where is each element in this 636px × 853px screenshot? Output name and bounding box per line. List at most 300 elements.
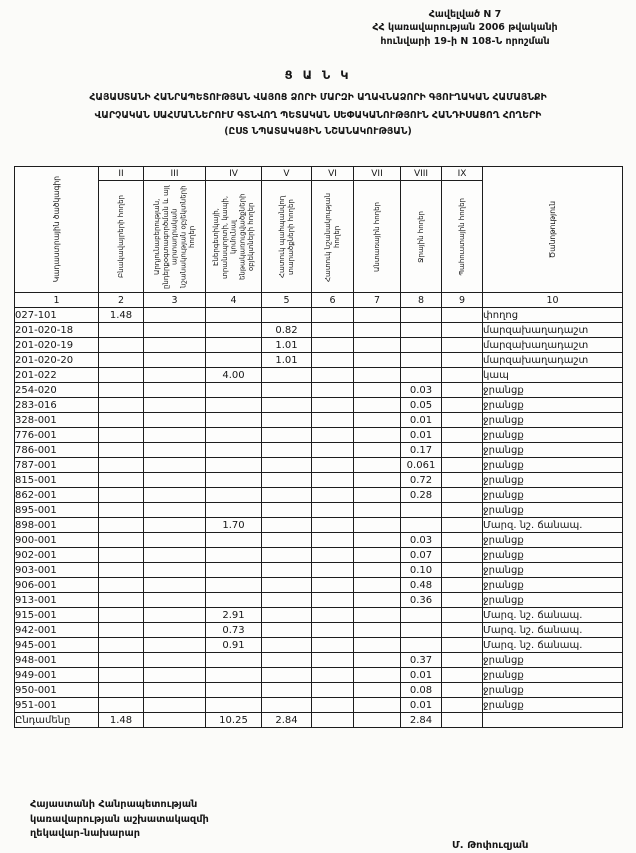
table-row	[15, 578, 623, 593]
cell-area-value	[262, 473, 312, 488]
cell-area-value	[206, 653, 262, 668]
cell-area-value	[99, 488, 144, 503]
col-number-3: 3	[144, 293, 206, 308]
cell-area-value	[262, 413, 312, 428]
roman-VIII: VIII	[401, 167, 442, 181]
cell-note: Մարզ. նշ. ճանապ.	[483, 518, 623, 533]
cell-area-value: 2.91	[206, 608, 262, 623]
cell-area-value	[144, 518, 206, 533]
cell-area-value: 0.17	[401, 443, 442, 458]
col-number-4: 4	[206, 293, 262, 308]
cell-area-value	[442, 713, 483, 728]
cell-area-value	[262, 548, 312, 563]
cell-area-value	[442, 383, 483, 398]
cell-area-value	[354, 608, 401, 623]
cell-cadastre-code: 201-022	[15, 368, 99, 383]
cell-area-value	[206, 398, 262, 413]
cell-area-value	[262, 578, 312, 593]
cell-area-value	[144, 593, 206, 608]
cell-area-value	[206, 698, 262, 713]
cell-area-value	[442, 548, 483, 563]
cell-area-value	[99, 548, 144, 563]
cell-area-value	[99, 428, 144, 443]
annex-reference-block	[340, 8, 590, 48]
cell-area-value	[354, 698, 401, 713]
cell-area-value	[354, 578, 401, 593]
cell-area-value	[262, 653, 312, 668]
table-row	[15, 398, 623, 413]
cell-area-value: 10.25	[206, 713, 262, 728]
cell-note: կապ	[483, 368, 623, 383]
col-number-6: 6	[312, 293, 354, 308]
column-numbers-row	[15, 293, 623, 308]
cell-area-value	[99, 443, 144, 458]
cell-area-value: 0.73	[206, 623, 262, 638]
cell-area-value	[206, 458, 262, 473]
cell-area-value	[262, 683, 312, 698]
col-header-water-lands: Ջրային հողեր	[416, 210, 425, 263]
header-cell-cadastre-code	[15, 167, 99, 293]
cell-cadastre-code: 951-001	[15, 698, 99, 713]
cell-note: ջրանցք	[483, 698, 623, 713]
cell-area-value: 0.01	[401, 428, 442, 443]
cell-area-value	[262, 458, 312, 473]
cell-area-value	[99, 578, 144, 593]
cell-note: ջրանցք	[483, 428, 623, 443]
cell-area-value	[99, 518, 144, 533]
cell-area-value	[354, 593, 401, 608]
cell-area-value	[354, 323, 401, 338]
annex-line-1: Հավելված N 7	[428, 9, 502, 20]
cell-area-value	[144, 428, 206, 443]
cell-area-value: 0.03	[401, 533, 442, 548]
col-header-forest-lands: Անտառային հողեր	[372, 201, 381, 272]
table-row	[15, 608, 623, 623]
cell-area-value	[354, 368, 401, 383]
cell-area-value	[354, 413, 401, 428]
table-row	[15, 458, 623, 473]
cell-area-value	[262, 443, 312, 458]
cell-area-value	[312, 383, 354, 398]
cell-area-value	[442, 338, 483, 353]
land-categories-table	[14, 166, 623, 728]
cell-cadastre-code: 895-001	[15, 503, 99, 518]
header-cell-transport-lands	[206, 181, 262, 293]
cell-area-value	[262, 533, 312, 548]
cell-area-value	[401, 323, 442, 338]
cell-area-value: 0.72	[401, 473, 442, 488]
cell-area-value	[99, 353, 144, 368]
subtitle-line-1: ՀԱՅԱՍՏԱՆԻ ՀԱՆՐԱՊԵՏՈՒԹՅԱՆ ՎԱՅՈՑ ՁՈՐԻ ՄԱՐԶԻ ԱՂԱՎՆԱՁՈՐԻ ԳՅՈՒՂԱԿԱՆ ՀԱՄԱՅՆՔԻ	[89, 92, 547, 103]
col-number-10: 10	[483, 293, 623, 308]
cell-area-value: 1.70	[206, 518, 262, 533]
cell-area-value	[144, 608, 206, 623]
cell-area-value	[262, 398, 312, 413]
cell-area-value	[312, 338, 354, 353]
cell-area-value	[442, 608, 483, 623]
table-row	[15, 698, 623, 713]
cell-area-value	[206, 413, 262, 428]
cell-area-value	[99, 653, 144, 668]
cell-area-value: 0.03	[401, 383, 442, 398]
cell-area-value: 2.84	[262, 713, 312, 728]
cell-cadastre-code: 906-001	[15, 578, 99, 593]
cell-cadastre-code: 948-001	[15, 653, 99, 668]
cell-area-value	[312, 698, 354, 713]
cell-area-value	[312, 518, 354, 533]
cell-area-value	[442, 473, 483, 488]
cell-area-value: 1.01	[262, 353, 312, 368]
cell-area-value	[312, 458, 354, 473]
cell-area-value	[262, 308, 312, 323]
cell-area-value: 0.28	[401, 488, 442, 503]
cell-area-value	[144, 503, 206, 518]
header-cell-special-lands	[312, 181, 354, 293]
table-row	[15, 353, 623, 368]
cell-note: մարզախաղադաշտ	[483, 323, 623, 338]
cell-area-value	[99, 623, 144, 638]
cell-area-value	[312, 683, 354, 698]
cell-area-value	[206, 308, 262, 323]
cell-area-value	[144, 488, 206, 503]
cell-area-value	[144, 683, 206, 698]
cell-area-value	[354, 428, 401, 443]
cell-area-value	[442, 503, 483, 518]
cell-area-value	[144, 578, 206, 593]
cell-cadastre-code: 776-001	[15, 428, 99, 443]
cell-area-value	[144, 698, 206, 713]
cell-area-value	[401, 638, 442, 653]
cell-area-value	[442, 413, 483, 428]
table-row	[15, 668, 623, 683]
cell-cadastre-code: 902-001	[15, 548, 99, 563]
cell-area-value	[442, 353, 483, 368]
header-cell-forest-lands	[354, 181, 401, 293]
cell-area-value: 2.84	[401, 713, 442, 728]
cell-area-value	[262, 368, 312, 383]
cell-cadastre-code: 328-001	[15, 413, 99, 428]
col-header-note: Ծանոթություն	[547, 200, 557, 259]
cell-cadastre-code: 950-001	[15, 683, 99, 698]
cell-area-value	[312, 608, 354, 623]
cell-cadastre-code: 949-001	[15, 668, 99, 683]
table-row	[15, 413, 623, 428]
cell-area-value	[442, 428, 483, 443]
cell-area-value	[442, 623, 483, 638]
cell-cadastre-code: Ընդամենը	[15, 713, 99, 728]
cell-area-value: 0.82	[262, 323, 312, 338]
cell-area-value	[262, 563, 312, 578]
cell-area-value	[354, 353, 401, 368]
cell-area-value	[262, 623, 312, 638]
cell-area-value	[312, 668, 354, 683]
cell-area-value	[354, 308, 401, 323]
cell-area-value	[442, 458, 483, 473]
annex-line-2: ՀՀ կառավարության 2006 թվականի	[372, 22, 558, 34]
cell-area-value	[312, 578, 354, 593]
cell-area-value	[206, 548, 262, 563]
col-header-settlement-lands: Բնակավայրերի հողեր	[116, 195, 125, 278]
table-row	[15, 473, 623, 488]
table-row	[15, 593, 623, 608]
cell-cadastre-code: 027-101	[15, 308, 99, 323]
cell-cadastre-code: 900-001	[15, 533, 99, 548]
table-row	[15, 383, 623, 398]
cell-area-value	[262, 488, 312, 503]
cell-area-value	[354, 383, 401, 398]
cell-cadastre-code: 913-001	[15, 593, 99, 608]
table-row	[15, 533, 623, 548]
roman-V: V	[262, 167, 312, 181]
cell-area-value	[312, 638, 354, 653]
cell-area-value: 0.36	[401, 593, 442, 608]
cell-cadastre-code: 283-016	[15, 398, 99, 413]
cell-note: ջրանցք	[483, 383, 623, 398]
document-title: Ց Ա Ն Կ	[284, 68, 352, 82]
cell-area-value	[99, 503, 144, 518]
cell-note: ջրանցք	[483, 488, 623, 503]
cell-area-value	[99, 413, 144, 428]
cell-area-value	[144, 563, 206, 578]
cell-note: ջրանցք	[483, 398, 623, 413]
cell-area-value	[99, 638, 144, 653]
table-row	[15, 623, 623, 638]
table-row	[15, 638, 623, 653]
cell-note: փողոց	[483, 308, 623, 323]
roman-VI: VI	[312, 167, 354, 181]
cell-area-value	[99, 383, 144, 398]
cell-area-value: 0.01	[401, 668, 442, 683]
cell-area-value	[99, 533, 144, 548]
cell-area-value	[144, 638, 206, 653]
signature-name: Մ. Թոփուզյան	[452, 840, 529, 851]
cell-area-value	[312, 443, 354, 458]
cell-note: ջրանցք	[483, 473, 623, 488]
col-number-8: 8	[401, 293, 442, 308]
col-header-industrial-lands: Արդյունաբերության, ընդերքօգտագործման և այլ արտադրական նշանակության օբյեկտների հողեր	[152, 184, 196, 289]
cell-area-value	[206, 443, 262, 458]
cell-area-value	[144, 338, 206, 353]
cell-area-value	[442, 593, 483, 608]
cell-area-value	[312, 308, 354, 323]
cell-area-value	[206, 488, 262, 503]
cell-note: ջրանցք	[483, 458, 623, 473]
cell-area-value	[442, 698, 483, 713]
cell-area-value	[442, 668, 483, 683]
cell-area-value	[442, 683, 483, 698]
cell-note: ջրանցք	[483, 533, 623, 548]
col-header-transport-lands: Էներգետիկայի, տրանսպորտի, կապի, կոմունալ ենթակառուցվածքների օբյեկտների հողեր	[211, 193, 255, 280]
table-row	[15, 338, 623, 353]
cell-area-value	[206, 668, 262, 683]
cell-area-value	[442, 638, 483, 653]
roman-IV: IV	[206, 167, 262, 181]
cell-cadastre-code: 862-001	[15, 488, 99, 503]
footer-line-2: կառավարության աշխատակազմի	[30, 813, 209, 825]
cell-area-value	[401, 608, 442, 623]
cell-area-value	[144, 413, 206, 428]
cell-area-value	[442, 563, 483, 578]
col-number-2: 2	[99, 293, 144, 308]
cell-area-value	[354, 518, 401, 533]
cell-area-value	[144, 668, 206, 683]
cell-area-value	[206, 323, 262, 338]
cell-area-value	[312, 548, 354, 563]
cell-area-value	[262, 668, 312, 683]
cell-area-value: 0.01	[401, 413, 442, 428]
cell-cadastre-code: 942-001	[15, 623, 99, 638]
roman-VII: VII	[354, 167, 401, 181]
cell-area-value	[262, 608, 312, 623]
cell-area-value: 0.07	[401, 548, 442, 563]
cell-area-value	[354, 503, 401, 518]
cell-area-value	[401, 353, 442, 368]
cell-area-value: 1.01	[262, 338, 312, 353]
cell-note: ջրանցք	[483, 443, 623, 458]
cell-area-value	[442, 308, 483, 323]
cell-area-value	[144, 623, 206, 638]
cell-area-value	[144, 353, 206, 368]
cell-area-value	[442, 533, 483, 548]
cell-area-value: 4.00	[206, 368, 262, 383]
cell-note: Մարզ. նշ. ճանապ.	[483, 608, 623, 623]
document-subtitle	[8, 92, 628, 137]
col-header-protected-lands: Հատուկ պահպանվող տարածքների հողեր	[277, 195, 295, 278]
cell-area-value	[206, 383, 262, 398]
cell-area-value: 0.91	[206, 638, 262, 653]
cell-area-value	[312, 623, 354, 638]
table-row	[15, 488, 623, 503]
table-row	[15, 323, 623, 338]
cell-area-value	[354, 668, 401, 683]
table-row	[15, 548, 623, 563]
cell-cadastre-code: 254-020	[15, 383, 99, 398]
cell-note: ջրանցք	[483, 653, 623, 668]
cell-area-value	[354, 533, 401, 548]
cell-area-value	[206, 533, 262, 548]
table-row	[15, 308, 623, 323]
cell-area-value: 0.37	[401, 653, 442, 668]
cell-area-value	[354, 713, 401, 728]
cell-area-value	[354, 398, 401, 413]
cell-note: ջրանցք	[483, 413, 623, 428]
cell-area-value	[99, 608, 144, 623]
total-row	[15, 713, 623, 728]
table-row	[15, 563, 623, 578]
cell-area-value: 0.01	[401, 698, 442, 713]
cell-note: ջրանցք	[483, 578, 623, 593]
table-row	[15, 518, 623, 533]
cell-area-value	[312, 593, 354, 608]
cell-note: ջրանցք	[483, 593, 623, 608]
header-cell-reserve-lands	[442, 181, 483, 293]
roman-numeral-row	[15, 167, 623, 181]
cell-area-value	[144, 368, 206, 383]
cell-area-value	[99, 398, 144, 413]
cell-area-value	[99, 323, 144, 338]
cell-area-value	[442, 653, 483, 668]
cell-area-value	[354, 653, 401, 668]
cell-cadastre-code: 201-020-18	[15, 323, 99, 338]
cell-area-value	[262, 698, 312, 713]
cell-cadastre-code: 915-001	[15, 608, 99, 623]
cell-area-value: 1.48	[99, 308, 144, 323]
cell-area-value	[262, 383, 312, 398]
cell-cadastre-code: 201-020-19	[15, 338, 99, 353]
cell-area-value: 0.05	[401, 398, 442, 413]
cell-area-value: 1.48	[99, 713, 144, 728]
cell-area-value	[144, 548, 206, 563]
cell-area-value	[442, 443, 483, 458]
col-number-5: 5	[262, 293, 312, 308]
table-row	[15, 503, 623, 518]
cell-area-value	[312, 428, 354, 443]
cell-area-value	[144, 653, 206, 668]
cell-area-value	[442, 518, 483, 533]
header-cell-water-lands	[401, 181, 442, 293]
cell-area-value	[144, 323, 206, 338]
cell-area-value	[312, 353, 354, 368]
cell-area-value	[262, 593, 312, 608]
cell-area-value	[99, 668, 144, 683]
cell-area-value	[144, 458, 206, 473]
cell-area-value	[144, 473, 206, 488]
cell-area-value	[354, 563, 401, 578]
cell-area-value	[99, 698, 144, 713]
cell-area-value	[206, 503, 262, 518]
cell-area-value	[442, 398, 483, 413]
table-row	[15, 368, 623, 383]
cell-area-value	[206, 563, 262, 578]
cell-area-value	[262, 428, 312, 443]
cell-note: ջրանցք	[483, 503, 623, 518]
table-row	[15, 428, 623, 443]
cell-cadastre-code: 903-001	[15, 563, 99, 578]
cell-area-value	[206, 578, 262, 593]
cell-note: Մարզ. նշ. ճանապ.	[483, 638, 623, 653]
cell-area-value	[312, 368, 354, 383]
col-header-special-lands: Հատուկ նշանակության հողեր	[323, 191, 341, 282]
cell-area-value	[312, 323, 354, 338]
cell-cadastre-code: 787-001	[15, 458, 99, 473]
cell-note: ջրանցք	[483, 668, 623, 683]
roman-III: III	[144, 167, 206, 181]
header-cell-note	[483, 167, 623, 293]
cell-area-value	[262, 503, 312, 518]
footer-line-3: ղեկավար-նախարար	[30, 828, 141, 840]
cell-area-value	[442, 368, 483, 383]
col-number-7: 7	[354, 293, 401, 308]
cell-cadastre-code: 815-001	[15, 473, 99, 488]
cell-area-value	[206, 473, 262, 488]
col-number-1: 1	[15, 293, 99, 308]
cell-area-value	[354, 548, 401, 563]
col-number-9: 9	[442, 293, 483, 308]
cell-note: մարզախաղադաշտ	[483, 353, 623, 368]
cell-area-value	[206, 353, 262, 368]
cell-area-value	[144, 308, 206, 323]
cell-note: ջրանցք	[483, 563, 623, 578]
cell-area-value	[206, 428, 262, 443]
cell-area-value	[442, 323, 483, 338]
cell-area-value	[99, 458, 144, 473]
header-cell-industrial-lands	[144, 181, 206, 293]
cell-area-value	[312, 533, 354, 548]
footer-line-1: Հայաստանի Հանրապետության	[30, 799, 198, 810]
cell-area-value	[144, 443, 206, 458]
cell-area-value	[401, 518, 442, 533]
cell-note	[483, 713, 623, 728]
